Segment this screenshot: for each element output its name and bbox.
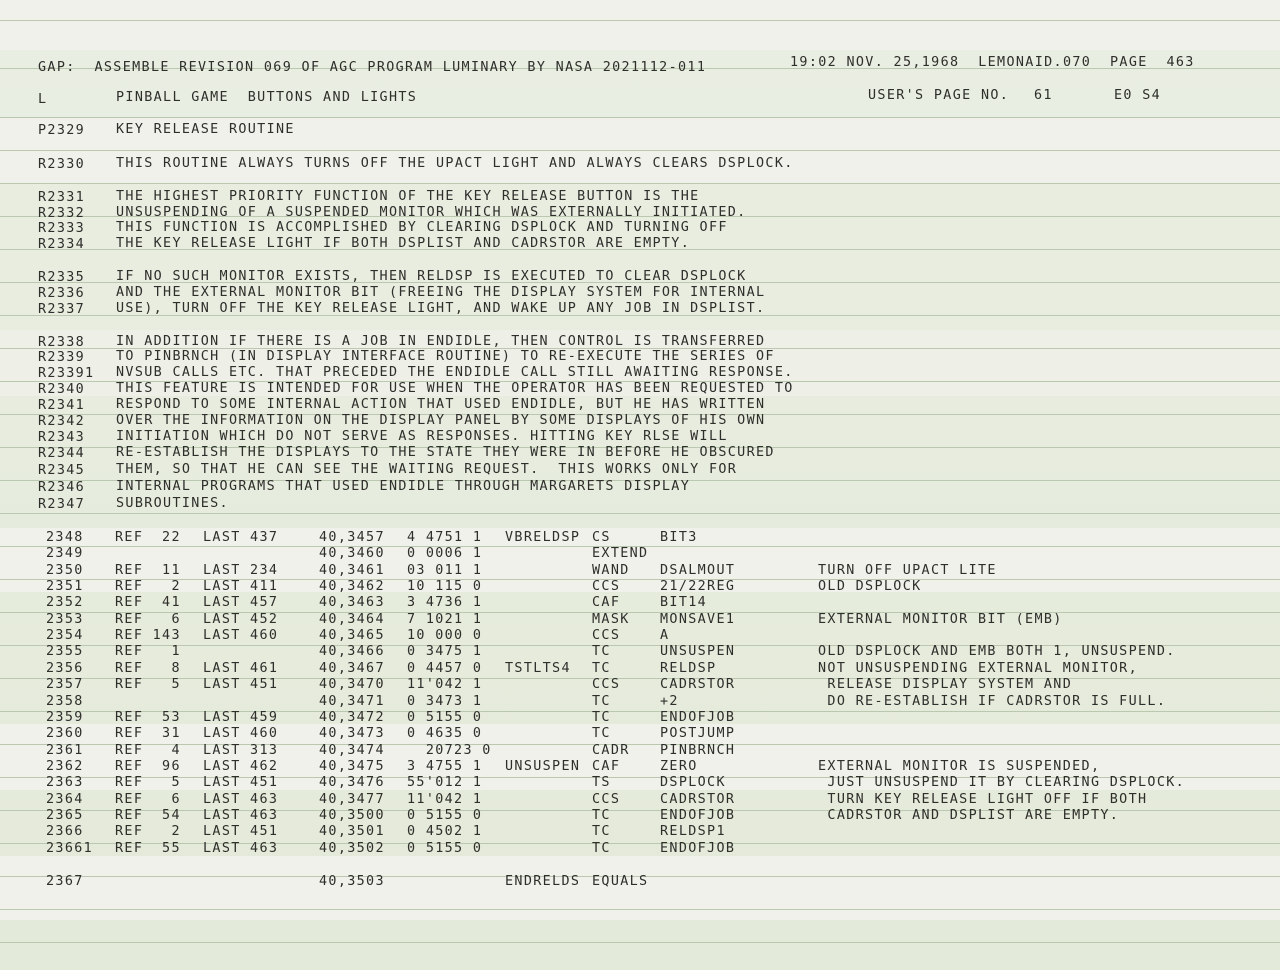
comment-line-id: R23391 <box>38 366 95 381</box>
ref-count: REF 2 <box>115 824 181 839</box>
code-comment: CADRSTOR AND DSPLIST ARE EMPTY. <box>818 808 1120 823</box>
comment-line-text: RESPOND TO SOME INTERNAL ACTION THAT USED ENDIDLE, BUT HE HAS WRITTEN <box>116 397 766 412</box>
operand: MONSAVE1 <box>660 612 736 627</box>
line-number: 2360 <box>46 726 84 741</box>
octal-word: 3 4755 1 <box>407 759 483 774</box>
ref-count: REF 41 <box>115 595 181 610</box>
line-number: 2358 <box>46 694 84 709</box>
comment-line-text: THE HIGHEST PRIORITY FUNCTION OF THE KEY RELEASE BUTTON IS THE <box>116 189 700 204</box>
octal-word: 03 011 1 <box>407 563 483 578</box>
operand: RELDSP <box>660 661 717 676</box>
address: 40,3475 <box>319 759 385 774</box>
address: 40,3460 <box>319 546 385 561</box>
users-page-number: 61 <box>1034 88 1053 103</box>
opcode: CAF <box>592 759 621 774</box>
final-label: ENDRELDS <box>505 874 581 889</box>
line-number: 2353 <box>46 612 84 627</box>
address: 40,3477 <box>319 792 385 807</box>
opcode: CCS <box>592 579 621 594</box>
comment-line-text: IF NO SUCH MONITOR EXISTS, THEN RELDSP IS EXECUTED TO CLEAR DSPLOCK <box>116 269 747 284</box>
line-number: 2351 <box>46 579 84 594</box>
ref-count: REF 143 <box>115 628 181 643</box>
comment-line-id: R2346 <box>38 480 86 495</box>
address: 40,3457 <box>319 530 385 545</box>
octal-word: 0 3475 1 <box>407 644 483 659</box>
comment-line-text: INTERNAL PROGRAMS THAT USED ENDIDLE THROUGH MARGARETS DISPLAY <box>116 479 691 494</box>
comment-line-id: R2347 <box>38 497 86 512</box>
comment-line-text: IN ADDITION IF THERE IS A JOB IN ENDIDLE, THEN CONTROL IS TRANSFERRED <box>116 334 766 349</box>
comment-line-text: AND THE EXTERNAL MONITOR BIT (FREEING THE DISPLAY SYSTEM FOR INTERNAL <box>116 285 766 300</box>
line-number: 2352 <box>46 595 84 610</box>
address: 40,3463 <box>319 595 385 610</box>
last-ref: LAST 460 <box>203 726 279 741</box>
operand: DSALMOUT <box>660 563 736 578</box>
comment-line-text: OVER THE INFORMATION ON THE DISPLAY PANEL BY SOME DISPLAYS OF HIS OWN <box>116 413 766 428</box>
last-ref: LAST 451 <box>203 824 279 839</box>
listing-code: E0 S4 <box>1114 88 1162 103</box>
comment-line-text: RE-ESTABLISH THE DISPLAYS TO THE STATE THEY WERE IN BEFORE HE OBSCURED <box>116 445 775 460</box>
operand: ENDOFJOB <box>660 710 736 725</box>
listing-mark: L <box>38 92 48 107</box>
line-number: 2359 <box>46 710 84 725</box>
address: 40,3470 <box>319 677 385 692</box>
line-number: 2364 <box>46 792 84 807</box>
octal-word: 0 5155 0 <box>407 710 483 725</box>
code-comment: RELEASE DISPLAY SYSTEM AND <box>818 677 1073 692</box>
last-ref: LAST 234 <box>203 563 279 578</box>
address: 40,3461 <box>319 563 385 578</box>
opcode: TS <box>592 775 611 790</box>
last-ref: LAST 463 <box>203 792 279 807</box>
ref-count: REF 2 <box>115 579 181 594</box>
opcode: CS <box>592 530 611 545</box>
line-number: 2361 <box>46 743 84 758</box>
last-ref: LAST 463 <box>203 808 279 823</box>
comment-line-id: R2343 <box>38 430 86 445</box>
last-ref: LAST 452 <box>203 612 279 627</box>
ref-count: REF 55 <box>115 841 181 856</box>
address: 40,3474 <box>319 743 385 758</box>
address: 40,3502 <box>319 841 385 856</box>
ref-count: REF 53 <box>115 710 181 725</box>
opcode: TC <box>592 726 611 741</box>
operand: RELDSP1 <box>660 824 726 839</box>
octal-word: 11'042 1 <box>407 792 483 807</box>
line-number: 2350 <box>46 563 84 578</box>
code-comment: EXTERNAL MONITOR IS SUSPENDED, <box>818 759 1101 774</box>
assembly-title: GAP: ASSEMBLE REVISION 069 OF AGC PROGRAM LUMINARY BY NASA 2021112-011 <box>38 60 707 75</box>
last-ref: LAST 461 <box>203 661 279 676</box>
address: 40,3472 <box>319 710 385 725</box>
symbol-label: TSTLTS4 <box>505 661 571 676</box>
ref-count: REF 5 <box>115 775 181 790</box>
last-ref: LAST 460 <box>203 628 279 643</box>
octal-word: 0 4457 0 <box>407 661 483 676</box>
ref-count: REF 8 <box>115 661 181 676</box>
octal-word: 0 4635 0 <box>407 726 483 741</box>
operand: UNSUSPEN <box>660 644 736 659</box>
last-ref: LAST 437 <box>203 530 279 545</box>
ref-count: REF 4 <box>115 743 181 758</box>
operand: ZERO <box>660 759 698 774</box>
timestamp-page-info: 19:02 NOV. 25,1968 LEMONAID.070 PAGE 463 <box>790 55 1195 70</box>
octal-word: 0 5155 0 <box>407 841 483 856</box>
opcode: EXTEND <box>592 546 649 561</box>
comment-line-text: THEM, SO THAT HE CAN SEE THE WAITING REQUEST. THIS WORKS ONLY FOR <box>116 462 738 477</box>
ref-count: REF 5 <box>115 677 181 692</box>
operand: A <box>660 628 670 643</box>
ref-count: REF 96 <box>115 759 181 774</box>
opcode: TC <box>592 808 611 823</box>
line-number: 2362 <box>46 759 84 774</box>
line-number: 2366 <box>46 824 84 839</box>
comment-line-text: THIS ROUTINE ALWAYS TURNS OFF THE UPACT LIGHT AND ALWAYS CLEARS DSPLOCK. <box>116 156 794 171</box>
code-comment: JUST UNSUSPEND IT BY CLEARING DSPLOCK. <box>818 775 1186 790</box>
address: 40,3476 <box>319 775 385 790</box>
ref-count: REF 11 <box>115 563 181 578</box>
octal-word: 4 4751 1 <box>407 530 483 545</box>
operand: ENDOFJOB <box>660 808 736 823</box>
listing-subtitle: PINBALL GAME BUTTONS AND LIGHTS <box>116 90 418 105</box>
comment-line-id: R2333 <box>38 221 86 236</box>
final-opcode: EQUALS <box>592 874 649 889</box>
ref-count: REF 54 <box>115 808 181 823</box>
code-comment: NOT UNSUSPENDING EXTERNAL MONITOR, <box>818 661 1139 676</box>
comment-line-id: R2337 <box>38 302 86 317</box>
comment-line-id: R2342 <box>38 414 86 429</box>
line-number: 2356 <box>46 661 84 676</box>
opcode: TC <box>592 710 611 725</box>
line-number: 2355 <box>46 644 84 659</box>
comment-line-text: NVSUB CALLS ETC. THAT PRECEDED THE ENDIDLE CALL STILL AWAITING RESPONSE. <box>116 365 794 380</box>
octal-word: 0 0006 1 <box>407 546 483 561</box>
opcode: CADR <box>592 743 630 758</box>
line-number: 2349 <box>46 546 84 561</box>
last-ref: LAST 463 <box>203 841 279 856</box>
operand: CADRSTOR <box>660 677 736 692</box>
ref-count: REF 6 <box>115 792 181 807</box>
octal-word: 55'012 1 <box>407 775 483 790</box>
comment-line-text: SUBROUTINES. <box>116 496 229 511</box>
line-number: 2354 <box>46 628 84 643</box>
comment-line-text: KEY RELEASE ROUTINE <box>116 122 295 137</box>
opcode: CAF <box>592 595 621 610</box>
comment-line-text: THIS FUNCTION IS ACCOMPLISHED BY CLEARING DSPLOCK AND TURNING OFF <box>116 220 728 235</box>
opcode: TC <box>592 824 611 839</box>
opcode: CCS <box>592 677 621 692</box>
comment-line-id: P2329 <box>38 123 86 138</box>
code-comment: DO RE-ESTABLISH IF CADRSTOR IS FULL. <box>818 694 1167 709</box>
octal-word: 3 4736 1 <box>407 595 483 610</box>
operand: BIT3 <box>660 530 698 545</box>
operand: PINBRNCH <box>660 743 736 758</box>
symbol-label: VBRELDSP <box>505 530 581 545</box>
ref-count: REF 6 <box>115 612 181 627</box>
code-comment: OLD DSPLOCK <box>818 579 922 594</box>
comment-line-id: R2344 <box>38 446 86 461</box>
last-ref: LAST 462 <box>203 759 279 774</box>
code-comment: TURN OFF UPACT LITE <box>818 563 997 578</box>
line-number: 2348 <box>46 530 84 545</box>
address: 40,3471 <box>319 694 385 709</box>
octal-word: 0 3473 1 <box>407 694 483 709</box>
ref-count: REF 22 <box>115 530 181 545</box>
comment-line-id: R2332 <box>38 206 86 221</box>
last-ref: LAST 451 <box>203 775 279 790</box>
operand: 21/22REG <box>660 579 736 594</box>
address: 40,3473 <box>319 726 385 741</box>
opcode: CCS <box>592 628 621 643</box>
octal-word: 7 1021 1 <box>407 612 483 627</box>
last-ref: LAST 313 <box>203 743 279 758</box>
operand: CADRSTOR <box>660 792 736 807</box>
opcode: TC <box>592 841 611 856</box>
comment-line-text: TO PINBRNCH (IN DISPLAY INTERFACE ROUTINE) TO RE-EXECUTE THE SERIES OF <box>116 349 775 364</box>
opcode: MASK <box>592 612 630 627</box>
last-ref: LAST 411 <box>203 579 279 594</box>
last-ref: LAST 457 <box>203 595 279 610</box>
comment-line-id: R2335 <box>38 270 86 285</box>
last-ref: LAST 459 <box>203 710 279 725</box>
comment-line-id: R2339 <box>38 350 86 365</box>
opcode: TC <box>592 661 611 676</box>
operand: POSTJUMP <box>660 726 736 741</box>
opcode: CCS <box>592 792 621 807</box>
ref-count: REF 31 <box>115 726 181 741</box>
octal-word: 0 4502 1 <box>407 824 483 839</box>
comment-line-id: R2341 <box>38 398 86 413</box>
line-number: 2363 <box>46 775 84 790</box>
comment-line-text: USE), TURN OFF THE KEY RELEASE LIGHT, AND WAKE UP ANY JOB IN DSPLIST. <box>116 301 766 316</box>
comment-line-id: R2330 <box>38 157 86 172</box>
comment-line-id: R2345 <box>38 463 86 478</box>
ref-count: REF 1 <box>115 644 181 659</box>
comment-line-id: R2340 <box>38 382 86 397</box>
address: 40,3465 <box>319 628 385 643</box>
final-address: 40,3503 <box>319 874 385 889</box>
line-number: 2357 <box>46 677 84 692</box>
address: 40,3462 <box>319 579 385 594</box>
comment-line-text: THIS FEATURE IS INTENDED FOR USE WHEN THE OPERATOR HAS BEEN REQUESTED TO <box>116 381 794 396</box>
octal-word: 0 5155 0 <box>407 808 483 823</box>
comment-line-id: R2336 <box>38 286 86 301</box>
comment-line-id: R2334 <box>38 237 86 252</box>
final-line-number: 2367 <box>46 874 84 889</box>
symbol-label: UNSUSPEN <box>505 759 581 774</box>
octal-word: 10 115 0 <box>407 579 483 594</box>
comment-line-text: THE KEY RELEASE LIGHT IF BOTH DSPLIST AND CADRSTOR ARE EMPTY. <box>116 236 691 251</box>
address: 40,3466 <box>319 644 385 659</box>
octal-word: 10 000 0 <box>407 628 483 643</box>
comment-line-id: R2338 <box>38 335 86 350</box>
opcode: TC <box>592 694 611 709</box>
address: 40,3464 <box>319 612 385 627</box>
code-comment: OLD DSPLOCK AND EMB BOTH 1, UNSUSPEND. <box>818 644 1176 659</box>
opcode: TC <box>592 644 611 659</box>
opcode: WAND <box>592 563 630 578</box>
comment-line-id: R2331 <box>38 190 86 205</box>
comment-line-text: UNSUSPENDING OF A SUSPENDED MONITOR WHICH WAS EXTERNALLY INITIATED. <box>116 205 747 220</box>
operand: BIT14 <box>660 595 708 610</box>
code-comment: EXTERNAL MONITOR BIT (EMB) <box>818 612 1063 627</box>
octal-word: 11'042 1 <box>407 677 483 692</box>
address: 40,3467 <box>319 661 385 676</box>
operand: DSPLOCK <box>660 775 726 790</box>
code-comment: TURN KEY RELEASE LIGHT OFF IF BOTH <box>818 792 1148 807</box>
comment-line-text: INITIATION WHICH DO NOT SERVE AS RESPONSES. HITTING KEY RLSE WILL <box>116 429 728 444</box>
operand: +2 <box>660 694 679 709</box>
operand: ENDOFJOB <box>660 841 736 856</box>
last-ref: LAST 451 <box>203 677 279 692</box>
octal-word: 20723 0 <box>407 743 492 758</box>
users-page-label: USER'S PAGE NO. <box>868 88 1010 103</box>
line-number: 23661 <box>46 841 94 856</box>
address: 40,3500 <box>319 808 385 823</box>
line-number: 2365 <box>46 808 84 823</box>
address: 40,3501 <box>319 824 385 839</box>
